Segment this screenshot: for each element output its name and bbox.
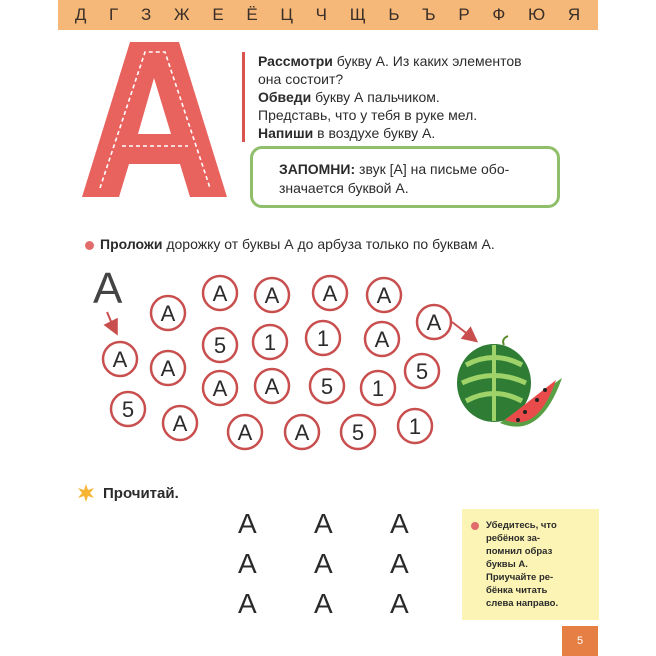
reading-letter-grid — [226, 508, 426, 628]
maze-circle-label: А — [237, 420, 253, 445]
read-heading — [77, 484, 179, 502]
alphabet-letter: Щ — [349, 5, 367, 24]
parent-note — [462, 509, 599, 620]
maze-circle-label: 5 — [351, 420, 365, 445]
remember-line1: звук [А] на письме обо- — [355, 161, 510, 177]
instructions-block — [242, 52, 578, 142]
alphabet-letter: З — [140, 5, 153, 24]
reading-letter: А — [314, 588, 333, 619]
alphabet-letter: Я — [567, 5, 582, 24]
maze-circle-label: А — [212, 281, 228, 306]
maze-circle-label: А — [172, 411, 188, 436]
note-line: Убедитесь, что — [486, 520, 557, 531]
end-arrow — [452, 322, 475, 340]
instruction-verb: Обведи — [258, 89, 312, 105]
maze-circle-label: 5 — [320, 374, 334, 399]
watermelon-icon — [457, 336, 562, 427]
letter-maze — [0, 255, 656, 455]
instruction-text: букву А пальчиком. — [311, 89, 440, 105]
big-letter-text: А — [154, 192, 155, 193]
maze-circle-label: А — [374, 327, 390, 352]
maze-circle-label: А — [426, 310, 442, 335]
instruction-text: она состоит? — [258, 71, 344, 87]
instruction-verb: Напиши — [258, 125, 314, 141]
maze-circle-label: А — [322, 281, 338, 306]
maze-circle-label: А — [264, 374, 280, 399]
note-line: бёнка читать — [486, 585, 548, 596]
instruction-line — [258, 70, 578, 88]
reading-letter: А — [314, 508, 333, 539]
remember-line2: значается буквой А. — [279, 180, 409, 196]
note-line: помнил образ — [486, 546, 553, 557]
note-line: Приучайте ре- — [486, 572, 554, 583]
bullet-icon — [471, 522, 479, 530]
maze-circle-label: А — [376, 283, 392, 308]
maze-start-letter: А — [93, 264, 123, 313]
alphabet-letter: Ч — [315, 5, 328, 24]
maze-circle-label: 1 — [408, 414, 422, 439]
alphabet-strip — [58, 0, 598, 30]
alphabet-letter: Г — [109, 5, 120, 24]
maze-circle-label: А — [212, 376, 228, 401]
alphabet-letter: Ц — [280, 5, 294, 24]
remember-box — [250, 146, 560, 208]
maze-circle-label: А — [160, 301, 176, 326]
sun-icon — [77, 484, 95, 502]
instruction-line — [258, 52, 578, 70]
reading-letter: А — [238, 508, 257, 539]
maze-circle-label: А — [264, 283, 280, 308]
start-arrow — [107, 312, 116, 332]
maze-circle-label: 1 — [371, 376, 385, 401]
maze-circle-label: 1 — [263, 330, 277, 355]
maze-circle-label: 1 — [316, 326, 330, 351]
big-letter-a-illustration — [82, 42, 227, 197]
maze-circle-label: А — [112, 347, 128, 372]
alphabet-letter: Е — [212, 5, 225, 24]
alphabet-letter: Р — [458, 5, 471, 24]
instruction-verb: Рассмотри — [258, 53, 333, 69]
bullet-icon — [85, 241, 94, 250]
maze-task — [85, 236, 495, 252]
maze-circle-label: 5 — [121, 397, 135, 422]
reading-letter: А — [314, 548, 333, 579]
alphabet-letter: Ю — [527, 5, 547, 24]
instruction-text: в воздухе букву А. — [313, 125, 436, 141]
maze-circle-label: А — [160, 356, 176, 381]
reading-letter: А — [238, 588, 257, 619]
page-number: 5 — [562, 626, 598, 656]
task-bold: Проложи — [100, 236, 163, 252]
reading-letter: А — [238, 548, 257, 579]
alphabet-letter: Ь — [388, 5, 401, 24]
read-title: Прочитай. — [103, 484, 179, 502]
reading-letter: А — [390, 588, 409, 619]
note-line: буквы А. — [486, 559, 528, 570]
instruction-text: Представь, что у тебя в руке мел. — [258, 107, 478, 123]
instruction-line — [258, 106, 578, 124]
task-text: дорожку от буквы А до арбуза только по буквам А. — [162, 236, 495, 252]
remember-label: ЗАПОМНИ: — [279, 161, 356, 177]
note-line: слева направо. — [486, 598, 559, 609]
alphabet-letter: Ё — [246, 5, 259, 24]
alphabet-letter: Ъ — [422, 5, 437, 24]
reading-letter: А — [390, 548, 409, 579]
alphabet-letter: Ф — [492, 5, 507, 24]
instruction-text: букву А. Из каких элементов — [332, 53, 522, 69]
reading-letter: А — [390, 508, 409, 539]
maze-circle-label: 5 — [415, 359, 429, 384]
maze-circle-label: 5 — [213, 333, 227, 358]
instruction-line — [258, 88, 578, 106]
alphabet-letter: Д — [74, 5, 88, 24]
instruction-line — [258, 124, 578, 142]
maze-circle-label: А — [294, 420, 310, 445]
note-line: ребёнок за- — [486, 533, 541, 544]
alphabet-letter: Ж — [173, 5, 191, 24]
